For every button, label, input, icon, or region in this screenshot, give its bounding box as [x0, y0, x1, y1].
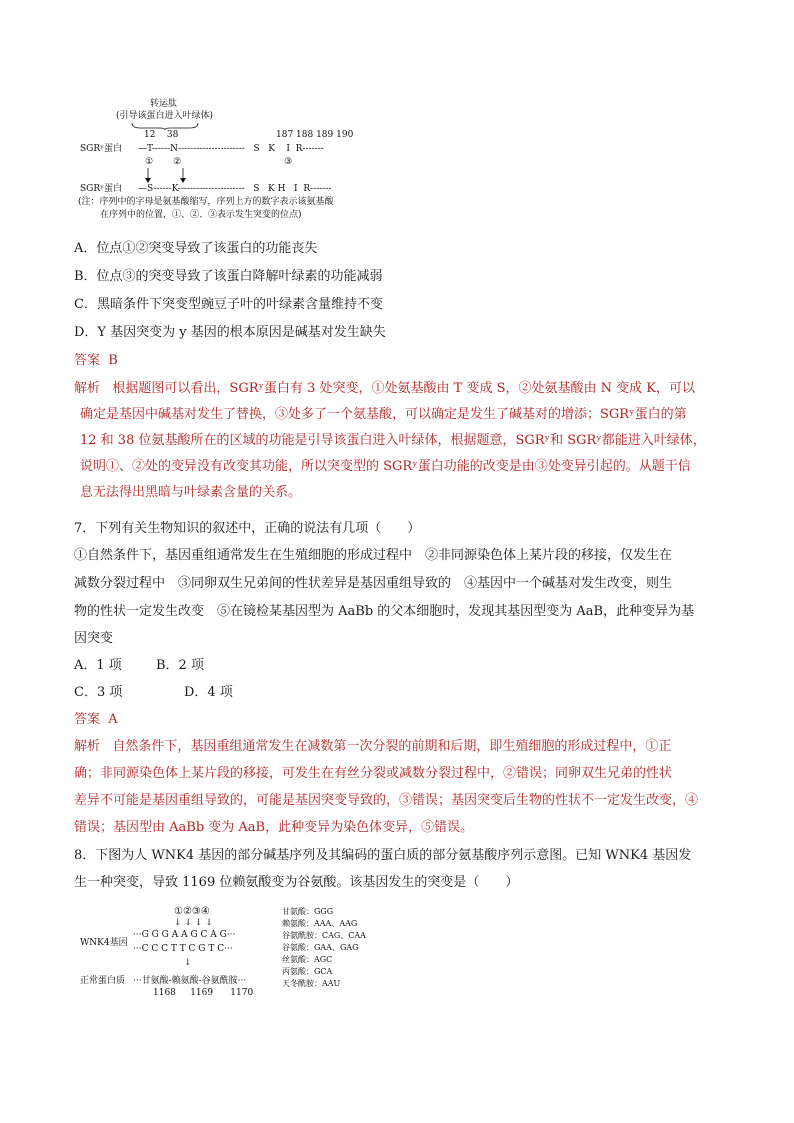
answer-label: 答案 [74, 353, 101, 368]
q7-answer [74, 711, 118, 729]
codon-table-row: 谷氨酸：GAA、GAG [282, 943, 359, 952]
bracket-icon [130, 122, 200, 130]
q7-analysis-line-3: 差异不可能是基因重组导致的，可能是基因突变导致的，③错误；基因突变后生物的性状不一定发生改变，④ [74, 793, 699, 808]
q6-answer [74, 352, 118, 370]
q7-body-2: 减数分裂过程中 ③同卵双生兄弟间的性状差异是基因重组导致的 ④基因中一个碱基对发生改变，则生 [74, 576, 673, 591]
figure1-title: 转运肽 [150, 99, 178, 109]
q7-body-4: 因突变 [74, 631, 114, 646]
q7-option-c: C．3 项 [74, 685, 123, 700]
q6-option-b: B．位点③的突变导致了该蛋白降解叶绿素的功能减弱 [74, 269, 383, 284]
analysis-text: 自然条件下，基因重组通常发生在减数第一次分裂的前期和后期，即生殖细胞的形成过程中，①正 [112, 739, 672, 754]
q7-body-1: ①自然条件下，基因重组通常发生在生殖细胞的形成过程中 ②非同源染色体上某片段的移接，仅发生在 [74, 548, 673, 563]
q7-option-a: A．1 项 [74, 658, 122, 673]
figure1-subtitle: (引导该蛋白进入叶绿体) [116, 111, 214, 121]
mutation-markers: ①②③④ [174, 906, 210, 917]
q6-analysis-line-4: 说明①、②处的变异没有改变其功能，所以突变型的 SGRʸ蛋白功能的改变是由③处变异引起的。从题干信 [80, 459, 691, 474]
analysis-text: 根据题图可以看出，SGRʸ蛋白有 3 处突变，①处氨基酸由 T 变成 S，②处氨基酸由 N 变成 K，可以 [112, 381, 695, 396]
q6-analysis-line-1 [74, 380, 695, 398]
protein-sequence: ···甘氨酸-赖氨酸-谷氨酰胺··· [133, 976, 247, 986]
q6-option-d: D．Y 基因突变为 y 基因的根本原因是碱基对发生缺失 [74, 325, 386, 340]
q6-analysis-line-5: 息无法得出黑暗与叶绿素含量的关系。 [80, 485, 302, 500]
gene-label: WNK4基因 [80, 938, 128, 948]
codon-table-row: 丙氨酸：GCA [282, 967, 333, 976]
codon-table-row: 赖氨酸：AAA、AAG [282, 919, 358, 928]
q6-option-a: A．位点①②突变导致了该蛋白的功能丧失 [74, 241, 318, 256]
down-arrows-icon: ↓ ↓ ↓ ↓ [174, 918, 213, 928]
codon-table-row: 甘氨酸：GGG [282, 907, 334, 916]
q7-analysis-line-1 [74, 738, 671, 756]
strand-2: ···C C C T T C G T C··· [133, 944, 233, 954]
row2-sequence: —S------K---------------------- S K H I R------- [138, 184, 332, 194]
analysis-label: 解析 [74, 381, 101, 396]
strand-1: ···G G G A A G C A G··· [133, 930, 236, 940]
row1-label: SGRʸ蛋白 [80, 144, 122, 154]
q8-stem-2: 生一种突变，导致 1169 位赖氨酸变为谷氨酸。该基因发生的突变是（ ） [74, 875, 519, 890]
mutation-markers: ① ② ③ [145, 157, 293, 167]
analysis-label: 解析 [74, 739, 101, 754]
positions-right: 187 188 189 190 [276, 130, 354, 140]
figure1-note-2: 在序列中的位置，①、②、③表示发生突变的位点) [100, 210, 302, 220]
positions-left: 12 38 [144, 130, 179, 140]
codon-table-row: 谷氨酰胺：CAG、CAA [282, 931, 366, 940]
codon-table-row: 丝氨酸：AGC [282, 955, 333, 964]
q7-analysis-line-4: 错误；基因型由 AaBb 变为 AaB，此种变异为染色体变异，⑤错误。 [74, 820, 474, 835]
q7-option-d: D．4 项 [184, 685, 233, 700]
q7-body-3: 物的性状一定发生改变 ⑤在镜检某基因型为 AaBb 的父本细胞时，发现其基因型变为 AaB，此种变异为基 [74, 604, 695, 619]
q7-option-b: B．2 项 [156, 658, 204, 673]
row2-label: SGRʸ蛋白 [80, 184, 122, 194]
down-arrow-icon: ↓ [184, 958, 192, 968]
answer-value: B [108, 353, 118, 368]
amino-acid-positions: 1168 1169 1170 [153, 988, 254, 998]
arrow-icon [140, 168, 200, 184]
q6-analysis-line-3: 12 和 38 位氨基酸所在的区域的功能是引导该蛋白进入叶绿体，根据题意，SGRʸ和 SGRʸ都能进入叶绿体， [80, 433, 706, 448]
q7-stem: 7．下列有关生物知识的叙述中，正确的说法有几项（ ） [74, 521, 421, 536]
row1-sequence: —T------N---------------------- S K I R------- [138, 144, 324, 154]
answer-label: 答案 [74, 712, 101, 727]
q6-option-c: C．黑暗条件下突变型豌豆子叶的叶绿素含量维持不变 [74, 297, 383, 312]
q8-stem-1: 8．下图为人 WNK4 基因的部分碱基序列及其编码的蛋白质的部分氨基酸序列示意图。已知 WNK4 基因发 [74, 848, 692, 863]
codon-table-row: 天冬酰胺：AAU [282, 979, 341, 988]
figure1-note-1: (注：序列中的字母是氨基酸缩写，序列上方的数字表示该氨基酸 [78, 197, 334, 207]
answer-value: A [108, 712, 118, 727]
q6-analysis-line-2: 确定是基因中碱基对发生了替换，③处多了一个氨基酸，可以确定是发生了碱基对的增添；SGRʸ蛋白的第 [80, 407, 687, 422]
q7-analysis-line-2: 确；非同源染色体上某片段的移接，可发生在有丝分裂或减数分裂过程中，②错误；同卵双生兄弟的性状 [74, 766, 673, 781]
protein-label: 正常蛋白质 [80, 976, 126, 986]
